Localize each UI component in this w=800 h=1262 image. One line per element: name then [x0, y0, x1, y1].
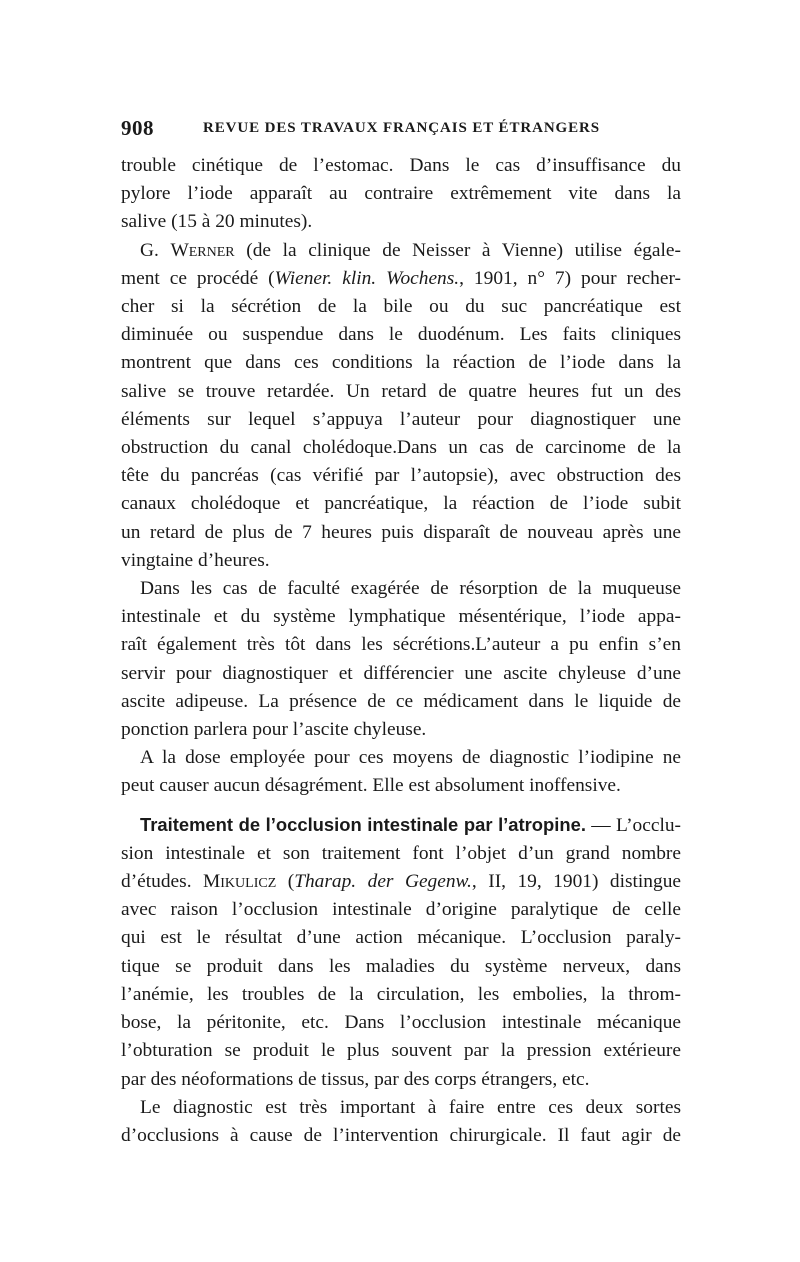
text-line: raît également très tôt dans les sécrétions.L’auteur a pu enfin s’en: [121, 634, 681, 656]
text-line: tique se produit dans les maladies du système nerveux, dans: [121, 955, 681, 977]
paragraph-werner: [121, 237, 681, 575]
text-span: , 1901, n° 7) pour recher-: [459, 267, 681, 289]
section-heading: Traitement de l’occlusion intestinale par l’atropine.: [140, 813, 586, 835]
page-header: [121, 116, 683, 142]
text-line: canaux cholédoque et pancréatique, la réaction de l’iode subit: [121, 493, 681, 515]
text-line: peut causer aucun désagrément. Elle est absolument inoffensive.: [121, 775, 621, 797]
text-line: ascite adipeuse. La présence de ce médicament dans le liquide de: [121, 690, 681, 712]
text-line: montrent que dans ces conditions la réaction de l’iode dans la: [121, 352, 681, 374]
paragraph-atropine: [121, 811, 681, 1094]
text-line: l’anémie, les troubles de la circulation, les embolies, la throm-: [121, 983, 681, 1005]
text-span: , II, 19, 1901) distingue: [471, 871, 681, 893]
text-line: [121, 811, 681, 840]
text-line: ponction parlera pour l’ascite chyleuse.: [121, 719, 427, 741]
text-span: (de la clinique de Neisser à Vienne) utilise égale-: [234, 239, 681, 261]
text-line: cher si la sécrétion de la bile ou du suc pancréatique est: [121, 296, 681, 318]
text-line: obstruction du canal cholédoque.Dans un cas de carcinome de la: [121, 437, 681, 459]
journal-citation: Wiener. klin. Wochens.: [274, 267, 460, 289]
text-line: diminuée ou suspendue dans le duodénum. Les faits cliniques: [121, 324, 681, 346]
text-line: intestinale et du système lymphatique mésentérique, l’iode appa-: [121, 606, 681, 628]
text-line: pylore l’iode apparaît au contraire extrêmement vite dans la: [121, 183, 681, 205]
text-line: par des néoformations de tissus, par des corps étrangers, etc.: [121, 1068, 590, 1090]
text-line: vingtaine d’heures.: [121, 549, 270, 571]
paragraph-dose: [121, 744, 681, 800]
text-line: un retard de plus de 7 heures puis disparaît de nouveau après une: [121, 521, 681, 543]
text-line: tête du pancréas (cas vérifié par l’autopsie), avec obstruction des: [121, 465, 681, 487]
text-line: [121, 868, 681, 896]
text-span: — L’occlu-: [585, 814, 681, 836]
section-gap: [121, 801, 681, 811]
running-title: REVUE DES TRAVAUX FRANÇAIS ET ÉTRANGERS: [203, 120, 600, 136]
text-span: (: [276, 871, 295, 893]
paragraph-diagnostic: [121, 1094, 681, 1150]
text-line: Le diagnostic est très important à faire entre ces deux sortes: [140, 1096, 681, 1118]
paragraph-resorption: [121, 575, 681, 744]
text-line: qui est le résultat d’une action mécanique. L’occlusion paraly-: [121, 927, 681, 949]
text-line: salive (15 à 20 minutes).: [121, 211, 313, 233]
text-line: salive se trouve retardée. Un retard de quatre heures fut un des: [121, 380, 681, 402]
text-line: sion intestinale et son traitement font l’objet d’un grand nombre: [121, 842, 681, 864]
text-line: trouble cinétique de l’estomac. Dans le cas d’insuffisance du: [121, 155, 681, 176]
author-name: Werner: [170, 239, 235, 261]
text-line: [121, 265, 681, 293]
text-line: servir pour diagnostiquer et différencier une ascite chyleuse d’une: [121, 662, 681, 684]
text-line: d’occlusions à cause de l’intervention chirurgicale. Il faut agir de: [121, 1124, 681, 1146]
text-line: avec raison l’occlusion intestinale d’origine paralytique de celle: [121, 899, 681, 921]
text-line: bose, la péritonite, etc. Dans l’occlusion intestinale mécanique: [121, 1012, 681, 1034]
author-name: Mikulicz: [203, 871, 277, 893]
page-number: 908: [121, 116, 154, 140]
text-span: G.: [140, 239, 171, 261]
text-line: Dans les cas de faculté exagérée de résorption de la muqueuse: [140, 578, 681, 600]
text-span: ment ce procédé (: [121, 267, 275, 289]
text-line: éléments sur lequel s’appuya l’auteur pour diagnostiquer une: [121, 408, 681, 430]
text-span: d’études.: [121, 871, 204, 893]
paragraph-1: [121, 152, 681, 237]
text-line: A la dose employée pour ces moyens de diagnostic l’iodipine ne: [140, 747, 681, 769]
text-line: l’obturation se produit le plus souvent par la pression extérieure: [121, 1040, 681, 1062]
text-line: [121, 237, 681, 265]
page-body: [121, 152, 681, 1150]
journal-citation: Tharap. der Gegenw.: [294, 871, 472, 893]
